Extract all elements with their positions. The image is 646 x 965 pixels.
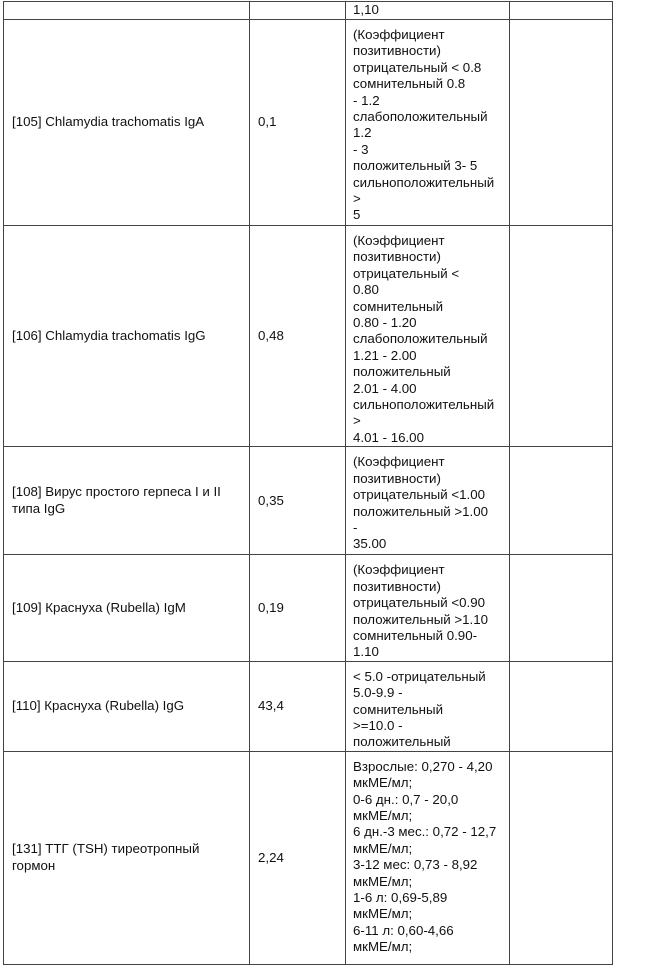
reference-line: 2.01 - 4.00 xyxy=(353,380,417,396)
reference-line: положительный xyxy=(353,734,451,750)
lab-results-table xyxy=(3,1,613,965)
reference-line: сомнительный xyxy=(353,701,444,717)
test-name-cell xyxy=(4,555,250,661)
reference-line: сомнительный 0.90- xyxy=(353,627,478,643)
reference-line: >=10.0 - xyxy=(353,717,403,733)
reference-line: 1.10 xyxy=(353,644,379,660)
table-row xyxy=(4,555,613,661)
reference-line: сильноположительный xyxy=(353,397,495,413)
reference-range-cell xyxy=(346,555,510,661)
result-value-cell xyxy=(250,2,346,20)
reference-line: Взрослые: 0,270 - 4,20 xyxy=(353,758,493,774)
reference-line: отрицательный < xyxy=(353,265,460,281)
reference-range-cell xyxy=(346,751,510,964)
reference-line: 6 дн.-3 мес.: 0,72 - 12,7 xyxy=(353,824,497,840)
test-name: [131] ТТГ (TSH) тиреотропный гормон xyxy=(12,841,200,873)
reference-line: - 1.2 xyxy=(353,92,380,108)
reference-line: 1-6 л: 0,69-5,89 xyxy=(353,890,448,905)
result-value-cell xyxy=(250,447,346,555)
reference-line: 1,10 xyxy=(353,2,379,17)
reference-line: 0.80 - 1.20 xyxy=(353,315,417,331)
reference-line: 0.80 xyxy=(353,282,379,298)
reference-range-cell xyxy=(346,2,510,20)
reference-line: сильноположительный xyxy=(353,174,495,190)
reference-line: - 3 xyxy=(353,141,369,157)
reference-line: положительный xyxy=(353,364,451,380)
extra-cell xyxy=(510,20,613,226)
extra-cell xyxy=(510,555,613,661)
reference-line: (Коэффициент xyxy=(353,27,445,42)
reference-line: - xyxy=(353,519,358,535)
test-name: [110] Краснуха (Rubella) IgG xyxy=(12,698,185,714)
reference-line: сомнительный xyxy=(353,298,444,314)
reference-line: > xyxy=(353,413,361,429)
reference-line: слабоположительный xyxy=(353,109,488,125)
reference-line: мкМЕ/мл; xyxy=(353,840,413,856)
reference-line: позитивности) xyxy=(353,43,441,59)
reference-range-cell xyxy=(346,20,510,226)
result-value-cell xyxy=(250,226,346,447)
reference-line: отрицательный <0.90 xyxy=(353,595,485,611)
reference-line: 5 xyxy=(353,207,361,223)
table-row-continued xyxy=(4,2,613,20)
reference-range-cell xyxy=(346,226,510,447)
reference-line: < 5.0 -отрицательный xyxy=(353,668,486,684)
result-value: 0,35 xyxy=(258,492,284,508)
test-name-cell xyxy=(4,751,250,964)
test-name-cell xyxy=(4,20,250,226)
reference-line: 4.01 - 16.00 xyxy=(353,429,424,445)
result-value: 0,48 xyxy=(258,327,284,343)
table-row xyxy=(4,20,613,226)
test-name-cell xyxy=(4,447,250,555)
reference-line: отрицательный < 0.8 xyxy=(353,59,482,75)
test-name: [109] Краснуха (Rubella) IgM xyxy=(12,599,186,615)
reference-line: слабоположительный xyxy=(353,331,488,347)
test-name: [108] Вирус простого герпеса I и II типа IgG xyxy=(12,484,221,516)
lab-results-body xyxy=(4,2,613,965)
reference-line: 35.00 xyxy=(353,536,387,552)
reference-line: сомнительный 0.8 xyxy=(353,76,466,92)
reference-line: 3-12 мес: 0,73 - 8,92 xyxy=(353,857,478,873)
reference-line: мкМЕ/мл; xyxy=(353,906,413,922)
test-name-cell xyxy=(4,226,250,447)
reference-line: мкМЕ/мл; xyxy=(353,807,413,823)
reference-line: отрицательный <1.00 xyxy=(353,487,485,503)
reference-line: позитивности) xyxy=(353,578,441,594)
reference-line: мкМЕ/мл; xyxy=(353,939,413,955)
test-name: [106] Chlamydia trachomatis IgG xyxy=(12,327,206,343)
reference-line: 1.21 - 2.00 xyxy=(353,347,417,363)
extra-cell xyxy=(510,226,613,447)
result-value: 2,24 xyxy=(258,849,284,865)
reference-line: 0-6 дн.: 0,7 - 20,0 xyxy=(353,791,459,807)
reference-line: (Коэффициент xyxy=(353,562,445,578)
result-value: 43,4 xyxy=(258,698,284,714)
test-name: [105] Chlamydia trachomatis IgA xyxy=(12,114,205,130)
table-row xyxy=(4,661,613,751)
reference-line: позитивности) xyxy=(353,470,441,486)
reference-line: мкМЕ/мл; xyxy=(353,873,413,889)
reference-line: мкМЕ/мл; xyxy=(353,775,413,791)
table-row xyxy=(4,447,613,555)
reference-line: > xyxy=(353,191,361,207)
reference-line: 6-11 л: 0,60-4,66 xyxy=(353,922,454,938)
reference-line: позитивности) xyxy=(353,249,441,265)
reference-line: (Коэффициент xyxy=(353,233,445,248)
extra-cell xyxy=(510,2,613,20)
result-value: 0,19 xyxy=(258,599,284,615)
reference-line: 1.2 xyxy=(353,125,372,141)
extra-cell xyxy=(510,661,613,751)
result-value-cell xyxy=(250,555,346,661)
result-value-cell xyxy=(250,661,346,751)
reference-line: (Коэффициент xyxy=(353,454,445,470)
reference-range-cell xyxy=(346,661,510,751)
reference-line: положительный >1.00 xyxy=(353,503,489,519)
result-value: 0,1 xyxy=(258,114,277,130)
test-name-cell xyxy=(4,661,250,751)
reference-line: положительный >1.10 xyxy=(353,611,489,627)
reference-line: 5.0-9.9 - xyxy=(353,685,403,701)
table-row xyxy=(4,226,613,447)
test-name-cell xyxy=(4,2,250,20)
extra-cell xyxy=(510,447,613,555)
result-value-cell xyxy=(250,20,346,226)
extra-cell xyxy=(510,751,613,964)
reference-range-cell xyxy=(346,447,510,555)
result-value-cell xyxy=(250,751,346,964)
table-row xyxy=(4,751,613,964)
reference-line: положительный 3- 5 xyxy=(353,158,478,174)
